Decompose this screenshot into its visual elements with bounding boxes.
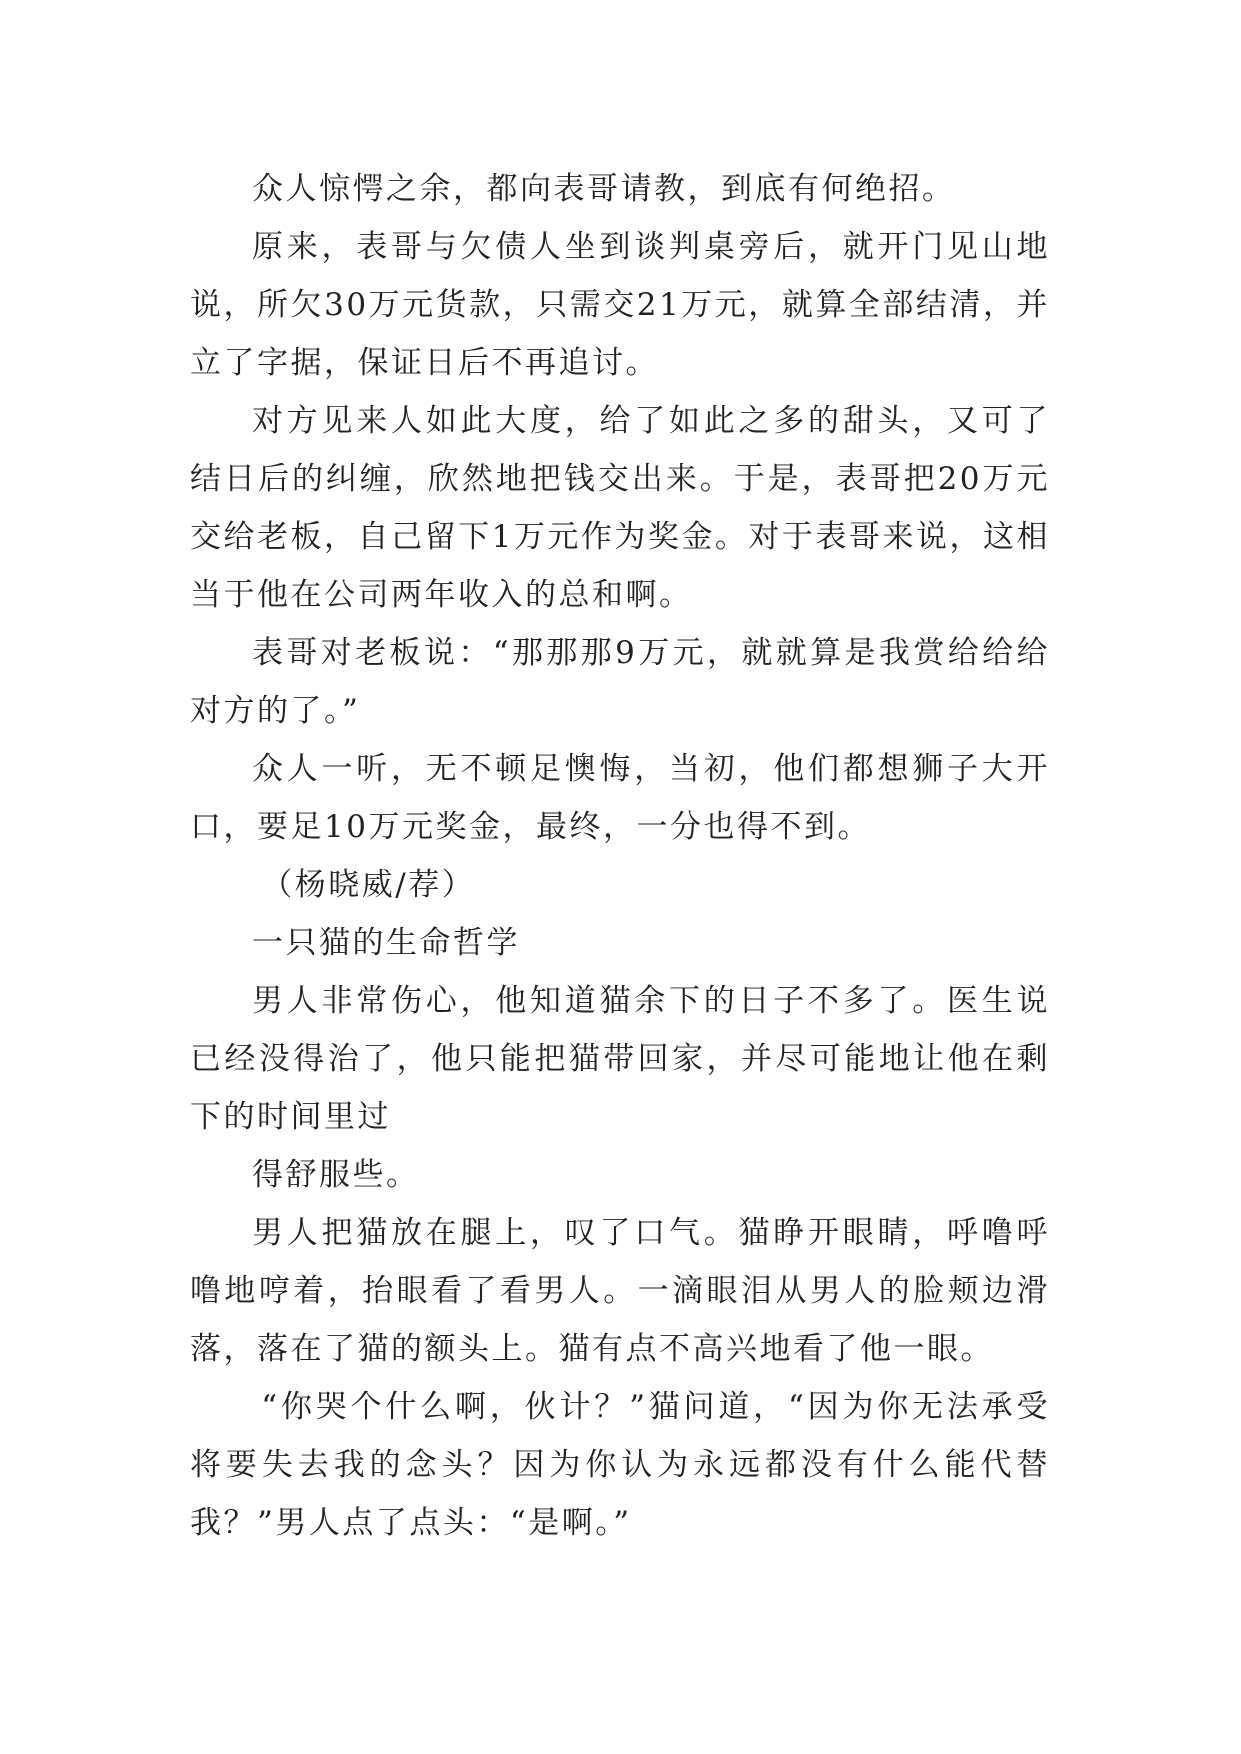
article-title: 一只猫的生命哲学 bbox=[252, 925, 520, 961]
paragraph: 男人把猫放在腿上，叹了口气。猫睁开眼睛，呼噜呼噜地哼着，抬眼看了看男人。一滴眼泪从男人的脸颊边滑落，落在了猫的额头上。猫有点不高兴地看了他一眼。 bbox=[190, 1215, 1050, 1367]
paragraph: 表哥对老板说：“那那那9万元，就就算是我赏给给给对方的了。” bbox=[190, 635, 1050, 729]
paragraph: 众人惊愕之余，都向表哥请教，到底有何绝招。 bbox=[252, 171, 956, 207]
paragraph: 对方见来人如此大度，给了如此之多的甜头，又可了结日后的纠缠，欣然地把钱交出来。于是，表哥把20万元交给老板，自己留下1万元作为奖金。对于表哥来说，这相当于他在公司两年收入的总和啊。 bbox=[190, 403, 1050, 613]
document-body bbox=[190, 160, 1050, 1552]
paragraph: 原来，表哥与欠债人坐到谈判桌旁后，就开门见山地说，所欠30万元货款，只需交21万元，就算全部结清，并立了字据，保证日后不再追讨。 bbox=[190, 229, 1050, 381]
paragraph: 男人非常伤心，他知道猫余下的日子不多了。医生说已经没得治了，他只能把猫带回家，并尽可能地让他在剩下的时间里过 bbox=[190, 983, 1050, 1135]
recommender-credit: （杨晓威/荐） bbox=[261, 867, 476, 903]
paragraph: 得舒服些。 bbox=[252, 1157, 420, 1193]
paragraph: “你哭个什么啊，伙计？”猫问道，“因为你无法承受将要失去我的念头？因为你认为永远都没有什么能代替我？”男人点了点头：“是啊。” bbox=[190, 1389, 1050, 1541]
paragraph: 众人一听，无不顿足懊悔，当初，他们都想狮子大开口，要足10万元奖金，最终，一分也得不到。 bbox=[190, 751, 1050, 845]
